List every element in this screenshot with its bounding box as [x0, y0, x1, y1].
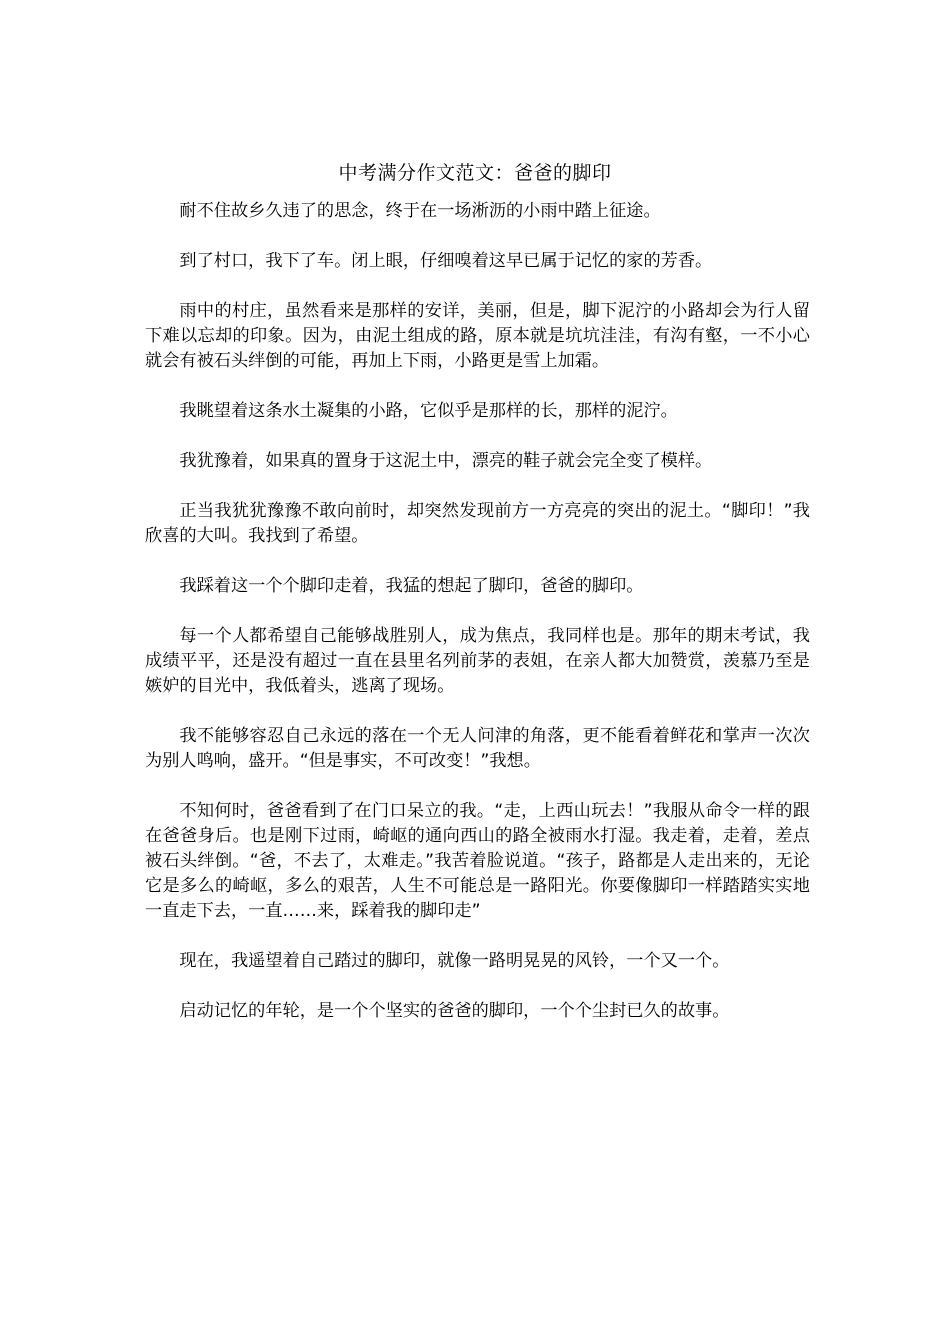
- paragraph: 我眺望着这条水土凝集的小路，它似乎是那样的长，那样的泥泞。: [179, 401, 678, 421]
- paragraph: 雨中的村庄，虽然看来是那样的安详，美丽，但是，脚下泥泞的小路却会为行人留下难以忘却的印象。因为，由泥土组成的路，原本就是坑坑洼洼，有沟有壑，一不小心就会有被石头绊倒的可能，再加上下雨，小路更是雪上加霜。: [145, 301, 810, 371]
- paragraph: 耐不住故乡久违了的思念，终于在一场淅沥的小雨中踏上征途。: [179, 201, 661, 221]
- paragraph: 不知何时，爸爸看到了在门口呆立的我。“走，上西山玩去！”我服从命令一样的跟在爸爸身后。也是刚下过雨，崎岖的通向西山的路全被雨水打湿。我走着，走着，差点被石头绊倒。“爸，不去了，太难走。”我苦着脸说道。“孩子，路都是人走出来的，无论它是多么的崎岖，多么的艰苦，人生不可能总是一路阳光。你要像脚印一样踏踏实实地一直走下去，一直……来，踩着我的脚印走”: [145, 801, 810, 921]
- paragraph: 启动记忆的年轮，是一个个坚实的爸爸的脚印，一个个尘封已久的故事。: [179, 1001, 730, 1021]
- document-title: 中考满分作文范文：爸爸的脚印: [338, 162, 612, 184]
- paragraph: 我踩着这一个个脚印走着，我猛的想起了脚印，爸爸的脚印。: [179, 576, 644, 596]
- paragraph: 我不能够容忍自己永远的落在一个无人问津的角落，更不能看着鲜花和掌声一次次为别人鸣响，盛开。“但是事实，不可改变！”我想。: [145, 726, 810, 771]
- paragraph: 正当我犹犹豫豫不敢向前时，却突然发现前方一方亮亮的突出的泥土。“脚印！”我欣喜的大叫。我找到了希望。: [145, 501, 810, 546]
- paragraph: 现在，我遥望着自己踏过的脚印，就像一路明晃晃的风铃，一个又一个。: [179, 951, 730, 971]
- document-body: [145, 199, 810, 1049]
- paragraph: 到了村口，我下了车。闭上眼，仔细嗅着这早已属于记忆的家的芳香。: [179, 251, 713, 271]
- paragraph: 每一个人都希望自己能够战胜别人，成为焦点，我同样也是。那年的期末考试，我成绩平平，还是没有超过一直在县里名列前茅的表姐，在亲人都大加赞赏，羡慕乃至是嫉妒的目光中，我低着头，逃离了现场。: [145, 626, 810, 696]
- paragraph: 我犹豫着，如果真的置身于这泥土中，漂亮的鞋子就会完全变了模样。: [179, 451, 713, 471]
